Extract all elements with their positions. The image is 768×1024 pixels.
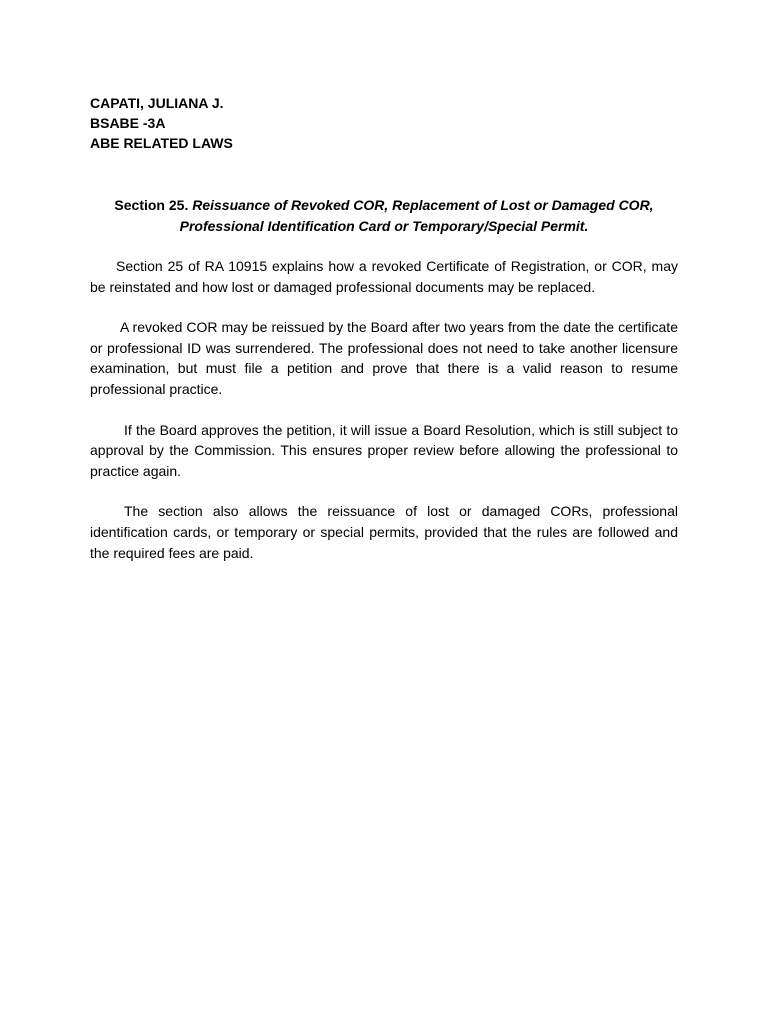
section-title: Reissuance of Revoked COR, Replacement of Lost or Damaged COR, Professional Identification Card or Temporary/Special Permit. [179,197,654,234]
paragraph: A revoked COR may be reissued by the Board after two years from the date the certificate or professional ID was surrendered. The professional does not need to take another licensure examination, but must file a petition and prove that there is a valid reason to resume professional practice. [90,319,678,397]
paragraph: The section also allows the reissuance of lost or damaged CORs, professional identification cards, or temporary or special permits, provided that the rules are followed and the required fees are paid. [90,503,678,561]
document-body [90,256,678,563]
course-section: BSABE -3A [90,115,166,131]
paragraph: If the Board approves the petition, it will issue a Board Resolution, which is still subject to approval by the Commission. This ensures proper review before allowing the professional to practice again. [90,421,678,479]
subject-name: ABE RELATED LAWS [90,135,233,151]
header-block [90,93,233,153]
section-number: Section 25. [114,197,189,213]
student-name: CAPATI, JULIANA J. [90,95,224,111]
paragraph: Section 25 of RA 10915 explains how a revoked Certificate of Registration, or COR, may be reinstated and how lost or damaged professional documents may be replaced. [90,258,678,295]
section-heading [90,195,678,237]
